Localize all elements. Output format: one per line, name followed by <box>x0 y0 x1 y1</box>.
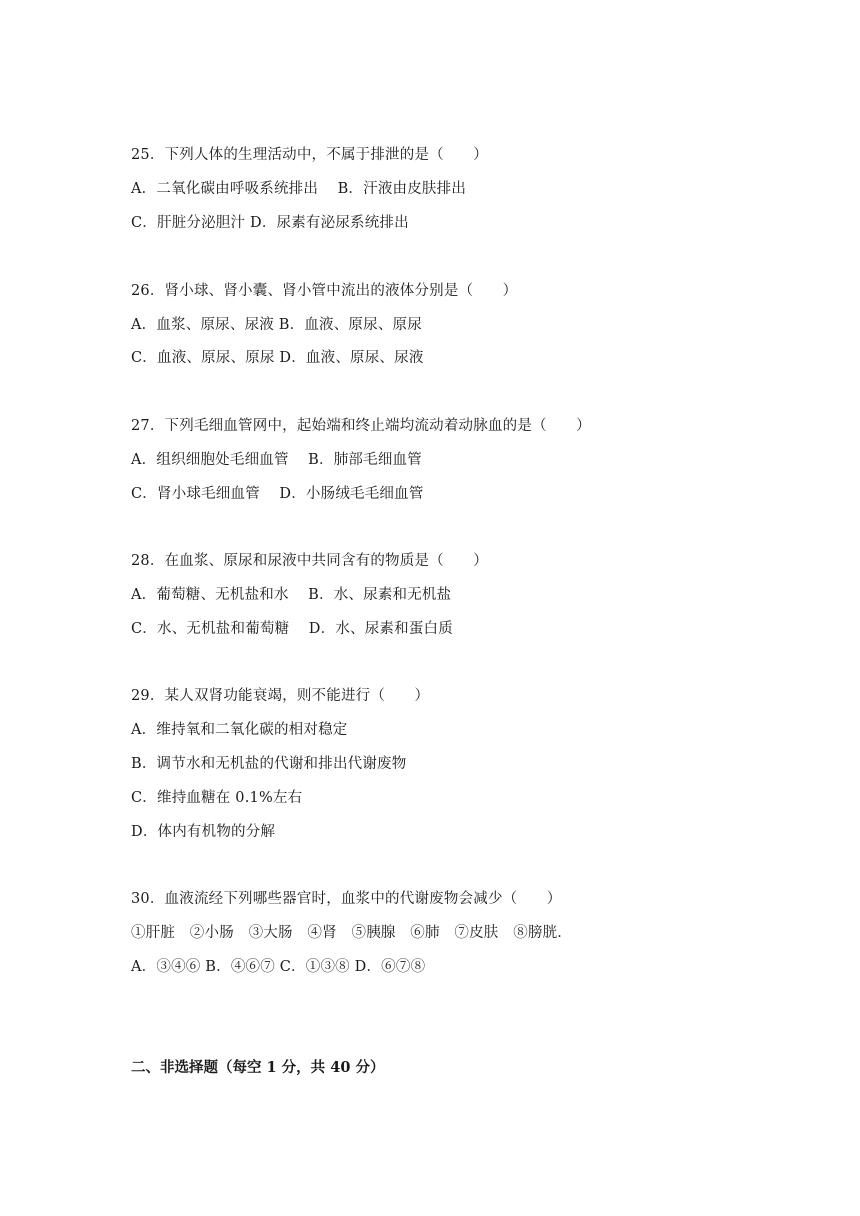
question-26-options-line-1: A．血浆、原尿、尿液 B．血液、原尿、原尿 <box>131 317 422 333</box>
question-28-options-line-1: A．葡萄糖、无机盐和水 B．水、尿素和无机盐 <box>131 587 452 603</box>
question-25-options-line-2: C．肝脏分泌胆汁 D．尿素有泌尿系统排出 <box>131 215 409 231</box>
question-27-options-line-2: C．肾小球毛细血管 D．小肠绒毛毛细血管 <box>131 486 424 502</box>
question-25-options-line-1: A．二氧化碳由呼吸系统排出 B．汗液由皮肤排出 <box>131 181 467 197</box>
question-27-options-line-1: A．组织细胞处毛细血管 B．肺部毛细血管 <box>131 452 422 468</box>
question-27-stem: 27．下列毛细血管网中，起始端和终止端均流动着动脉血的是（ ） <box>131 418 591 434</box>
question-26-options-line-2: C．血液、原尿、原尿 D．血液、原尿、尿液 <box>131 350 424 366</box>
question-29-option-a: A．维持氧和二氧化碳的相对稳定 <box>131 722 348 738</box>
question-28-options-line-2: C．水、无机盐和葡萄糖 D．水、尿素和蛋白质 <box>131 621 453 637</box>
question-26-stem: 26．肾小球、肾小囊、肾小管中流出的液体分别是（ ） <box>131 283 518 299</box>
question-29-option-d: D．体内有机物的分解 <box>131 824 276 840</box>
question-25-stem: 25．下列人体的生理活动中，不属于排泄的是（ ） <box>131 147 488 163</box>
question-29-stem: 29．某人双肾功能衰竭，则不能进行（ ） <box>131 688 430 704</box>
question-30-stem: 30．血液流经下列哪些器官时，血浆中的代谢废物会减少（ ） <box>131 891 562 907</box>
question-29-option-c: C．维持血糖在 0.1%左右 <box>131 790 303 806</box>
question-30-organ-list: ①肝脏 ②小肠 ③大肠 ④肾 ⑤胰腺 ⑥肺 ⑦皮肤 ⑧膀胱． <box>131 925 572 941</box>
question-29-option-b: B．调节水和无机盐的代谢和排出代谢废物 <box>131 756 407 772</box>
section-2-title: 二、非选择题（每空 1 分，共 40 分） <box>131 1059 385 1076</box>
question-30-options-line: A．③④⑥ B．④⑥⑦ C．①③⑧ D．⑥⑦⑧ <box>131 959 426 975</box>
question-28-stem: 28．在血浆、原尿和尿液中共同含有的物质是（ ） <box>131 553 488 569</box>
